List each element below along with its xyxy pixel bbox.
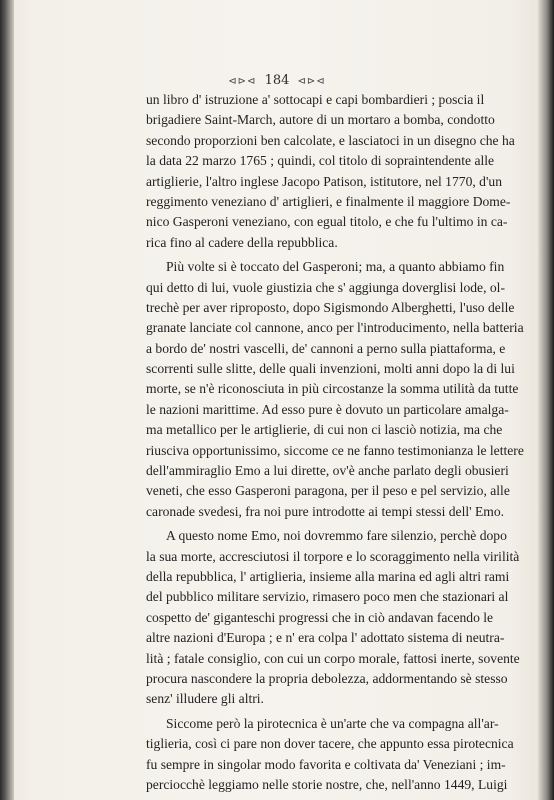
text-line: cospetto de' giganteschi progressi che in ciò andavan facendo le — [146, 609, 494, 625]
text-line: altre nazioni d'Europa ; e n' era colpa l' adottato sistema di neutra- — [146, 630, 505, 646]
text-line: caronade svedesi, fra noi pure introdotte ai tempi stessi dell' Emo. — [146, 503, 505, 519]
text-line: della repubblica, l' artiglieria, insieme alla marina ed agli altri rami — [146, 568, 510, 584]
paragraph — [146, 526, 520, 710]
text-line: la sua morte, accresciutosi il torpore e lo scoraggimento nella virilità — [146, 548, 520, 564]
text-line: morte, se n'è riconosciuta in più circostanze la somma utilità da tutte — [146, 381, 519, 397]
text-line: senz' illudere gli altri. — [146, 691, 264, 707]
page-right-shadow — [538, 0, 554, 800]
text-line: granate lanciate col cannone, anco per l'introducimento, nella batteria — [146, 320, 524, 336]
text-line: riusciva opportunissimo, siccome ce ne fanno testimonianza le lettere — [146, 442, 524, 458]
text-line: dell'ammiraglio Emo a lui dirette, ov'è anche parlato degli obusieri — [146, 463, 509, 479]
paragraph — [146, 257, 524, 522]
text-line: le nazioni marittime. Ad esso pure è dovuto un particolare amalga- — [146, 401, 509, 417]
paragraph — [146, 90, 515, 253]
text-line: Siccome però la pirotecnica è un'arte che va compagna all'ar- — [166, 715, 499, 731]
text-line: lità ; fatale consiglio, con cui un corpo morale, fattosi inerte, sovente — [146, 650, 520, 666]
text-line: trechè per aver riproposto, dopo Sigismondo Alberghetti, l'uso delle — [146, 299, 515, 315]
text-line: del pubblico militare servizio, rimasero poco men che stazionari al — [146, 589, 509, 605]
text-line: brigadiere Saint-March, autore di un mortaro a bomba, condotto — [146, 112, 495, 128]
text-line: veneti, che esso Gasperoni paragona, per il peso e pel servizio, alle — [146, 483, 510, 499]
text-line: un libro d' istruzione a' sottocapi e capi bombardieri ; poscia il — [146, 92, 485, 107]
body-text — [146, 90, 524, 795]
page-left-shadow — [0, 0, 14, 800]
text-line: qui detto di lui, vuole giustizia che s' aggiunga doverglisi lode, ol- — [146, 279, 505, 295]
text-line: procura nascondere la propria debolezza, addormentando sè stesso — [146, 670, 508, 686]
page-number: 184 — [264, 73, 290, 88]
text-line: a bordo de' nostri vascelli, de' cannoni a perno sulla piattaforma, e — [146, 340, 506, 356]
text-line: reggimento veneziano d' artiglieri, e finalmente il maggiore Dome- — [146, 193, 511, 209]
text-line: fu sempre in singolar modo favorita e coltivata da' Veneziani ; im- — [146, 756, 506, 772]
text-line: secondo proporzioni ben calcolate, e lasciatoci in un disegno che ha — [146, 132, 515, 148]
text-line: scorrenti sulle slitte, delle quali invenzioni, molti anni dopo la di lui — [146, 361, 515, 377]
text-line: rica fino al cadere della repubblica. — [146, 234, 338, 250]
text-line: nico Gasperoni veneziano, con egual titolo, e che fu l'ultimo in ca- — [146, 214, 508, 230]
ornament-right: ⊲⊳⊲ — [297, 76, 326, 87]
text-line: ma metallico per le artiglierie, di cui non ci lasciò notizia, ma che — [146, 422, 503, 438]
text-line: Più volte si è toccato del Gasperoni; ma, a quanto abbiamo fin — [166, 259, 505, 275]
text-line: la data 22 marzo 1765 ; quindi, col titolo di sopraintendente alle — [146, 153, 495, 169]
text-line: tiglieria, così ci pare non dover tacere, che appunto essa pirotecnica — [146, 736, 514, 752]
page-header — [0, 73, 554, 88]
text-line: A questo nome Emo, noi dovremmo fare silenzio, perchè dopo — [166, 528, 507, 544]
text-line: perciocchè leggiamo nelle storie nostre, che, nell'anno 1449, Luigi — [146, 776, 508, 792]
text-line: artiglierie, l'altro inglese Jacopo Patison, istitutore, nel 1770, d'un — [146, 173, 502, 189]
ornament-left: ⊲⊳⊲ — [228, 76, 257, 87]
paragraph — [146, 714, 514, 796]
